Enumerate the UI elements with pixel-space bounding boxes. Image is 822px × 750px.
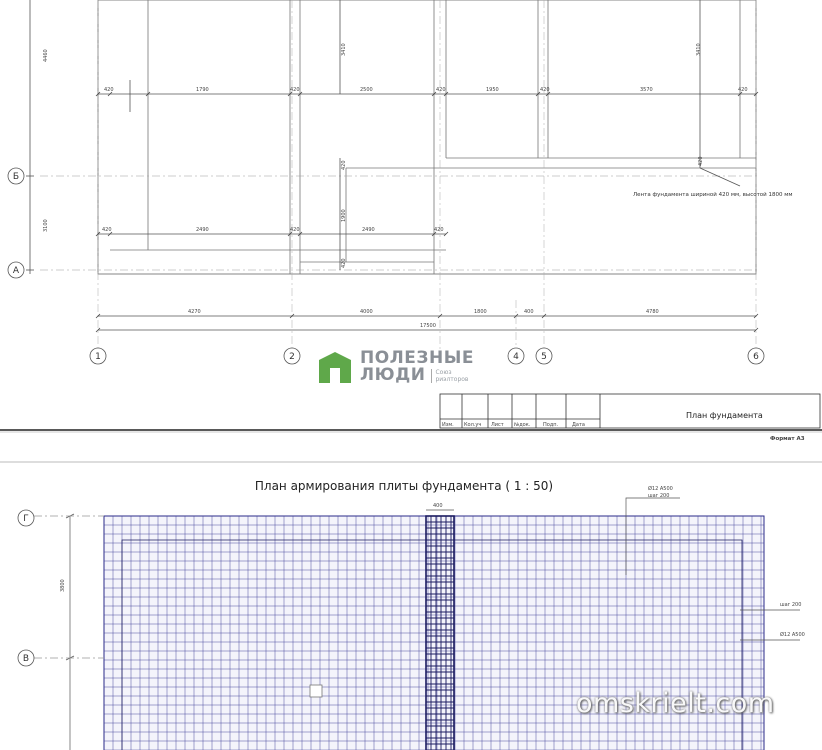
dim-v-4: 1900	[341, 209, 347, 222]
logo-word-2: ЛЮДИ	[360, 365, 426, 385]
axis-x-4: 4	[513, 352, 519, 362]
dim-v-3: 420	[698, 156, 704, 166]
stamp-cell-2: Лист	[491, 422, 504, 428]
dim-overall-0: 4270	[188, 309, 201, 315]
foundation-note: Лента фундамента шириной 420 мм, высотой 1800 мм	[633, 192, 793, 198]
stamp-cell-3: №док.	[514, 422, 531, 428]
callout-top-line1: Ø12 А500	[648, 486, 673, 492]
dim-left-1: 3100	[43, 219, 49, 232]
dim-v-5: 420	[341, 258, 347, 268]
dim-r1-5: 1950	[486, 87, 499, 93]
logo-word-1: ПОЛЕЗНЫЕ	[360, 348, 474, 368]
dim-r1-4: 420	[436, 87, 446, 93]
dim-overall-1: 4000	[360, 309, 373, 315]
axis-g: Г	[23, 514, 29, 524]
foundation-plan	[26, 0, 760, 350]
logo-sub-2: риэлторов	[435, 375, 469, 383]
dim-left-0: 4460	[43, 49, 49, 62]
watermark-text: omskrielt.com	[576, 688, 775, 719]
axis-x-2: 2	[289, 352, 295, 362]
dim-r1-8: 420	[738, 87, 748, 93]
logo-sub-1: Союз	[435, 368, 452, 376]
dim-total: 17500	[420, 323, 436, 329]
logo-subtitle	[431, 369, 468, 383]
slab-left-dim: 3800	[60, 579, 66, 592]
stamp-texts	[442, 411, 805, 442]
dim-r1-3: 2500	[360, 87, 373, 93]
dimension-ticks	[96, 92, 758, 332]
dim-v-1: 3410	[696, 43, 702, 56]
dim-r1-2: 420	[290, 87, 300, 93]
band-width-dim: 400	[433, 503, 443, 509]
dim-r2-3: 2490	[362, 227, 375, 233]
axis-y-a: А	[12, 266, 20, 276]
stamp-cell-4: Подп.	[543, 422, 559, 428]
dim-r1-0: 420	[104, 87, 114, 93]
stamp-cell-1: Кол.уч	[464, 422, 482, 428]
callout-top-line2: шаг 200	[648, 493, 670, 499]
callout-right-line1: шаг 200	[780, 602, 802, 608]
dim-r1-7: 3570	[640, 87, 653, 93]
axis-x-6: 6	[753, 352, 759, 362]
reinforcement-title: План армирования плиты фундамента ( 1 : 50)	[254, 479, 554, 493]
sheet-format: Формат А3	[770, 436, 805, 442]
dim-r2-0: 420	[102, 227, 112, 233]
house-logo-icon	[318, 350, 352, 384]
opening-marker	[310, 685, 322, 697]
axis-x-5: 5	[541, 352, 547, 362]
dim-overall-2: 1800	[474, 309, 487, 315]
dimension-labels	[43, 43, 793, 329]
stamp-cell-5: Дата	[572, 422, 585, 428]
company-logo	[318, 346, 474, 388]
dim-v-2: 420	[341, 160, 347, 170]
stamp-title: План фундамента	[686, 411, 763, 420]
dim-r2-1: 2490	[196, 227, 209, 233]
axis-v: В	[22, 654, 30, 664]
dim-overall-3: 400	[524, 309, 534, 315]
dim-r1-6: 420	[540, 87, 550, 93]
callout-right-line2: Ø12 А500	[780, 632, 805, 638]
dim-r1-1: 1790	[196, 87, 209, 93]
dim-v-0: 3410	[341, 43, 347, 56]
axis-x-1: 1	[95, 352, 101, 362]
dim-r2-2: 420	[290, 227, 300, 233]
dim-overall-4: 4780	[646, 309, 659, 315]
dim-r2-4: 420	[434, 227, 444, 233]
stamp-cell-0: Изм.	[442, 422, 454, 428]
axis-y-b: Б	[12, 172, 20, 182]
